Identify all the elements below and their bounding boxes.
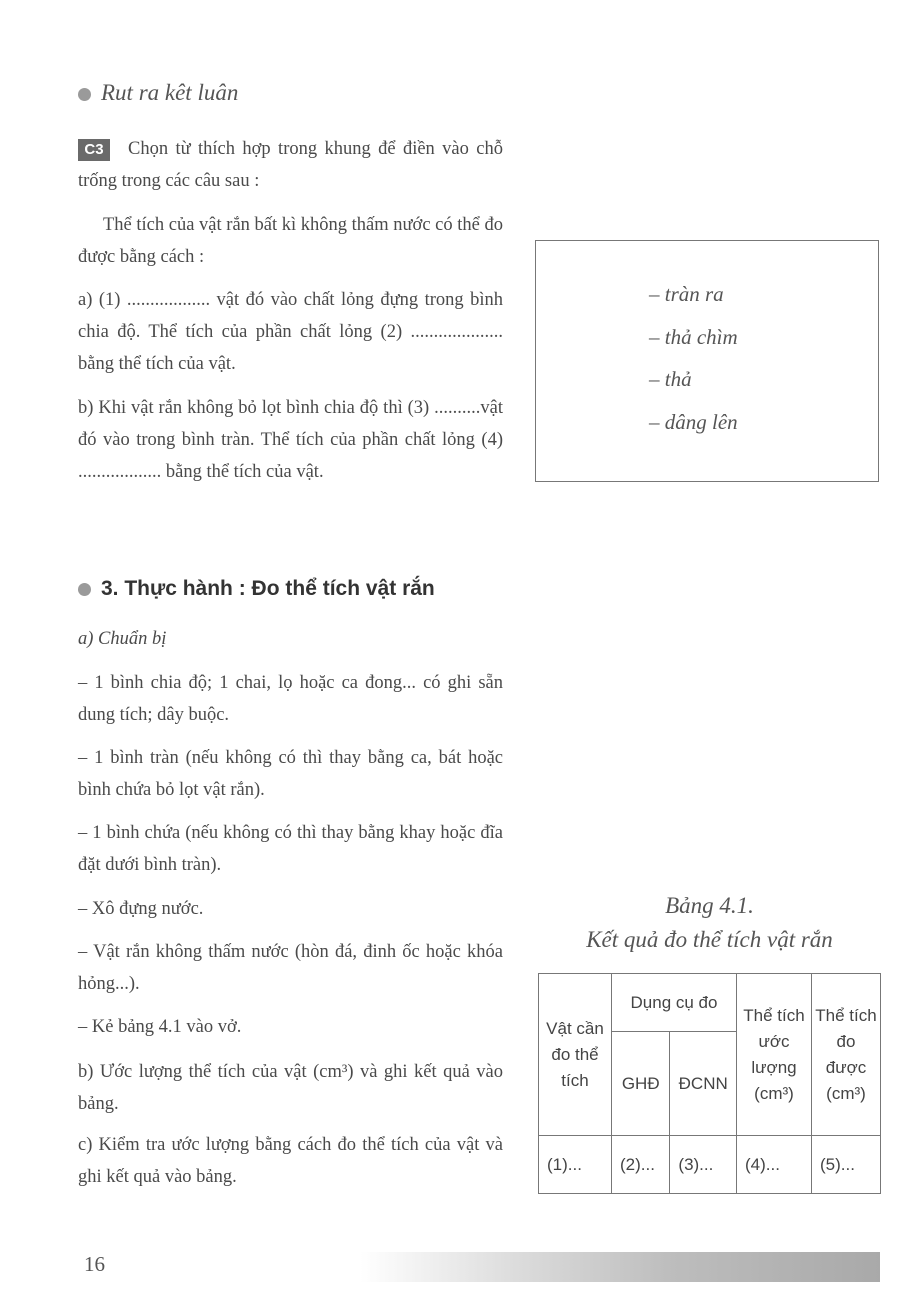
col-dcnn-header: ĐCNN bbox=[670, 1032, 737, 1136]
practice-heading bbox=[78, 577, 435, 601]
col-ghd-header: GHĐ bbox=[612, 1032, 670, 1136]
conclusion-heading-text: Rut ra kêt luân bbox=[101, 80, 239, 105]
bullet-icon bbox=[78, 583, 91, 596]
practice-item: – 1 bình chia độ; 1 chai, lọ hoặc ca đong... có ghi sẵn dung tích; dây buộc. bbox=[78, 673, 503, 725]
table-cell: (1)... bbox=[539, 1136, 612, 1194]
table-cell: (3)... bbox=[670, 1136, 737, 1194]
practice-item: – 1 bình tràn (nếu không có thì thay bằng ca, bát hoặc bình chứa bỏ lọt vật rắn). bbox=[78, 748, 503, 800]
practice-item: – 1 bình chứa (nếu không có thì thay bằng khay hoặc đĩa đặt dưới bình tràn). bbox=[78, 823, 503, 875]
practice-item: c) Kiểm tra ước lượng bằng cách đo thể tích của vật và ghi kết quả vào bảng. bbox=[78, 1135, 503, 1187]
practice-item: – Vật rắn không thấm nước (hòn đá, đinh ốc hoặc khóa hỏng...). bbox=[78, 942, 503, 994]
bullet-icon bbox=[78, 88, 91, 101]
practice-heading-text: 3. Thực hành : Đo thể tích vật rắn bbox=[101, 577, 435, 600]
c3-instruction: Chọn từ thích hợp trong khung để điền vào chỗ trống trong các câu sau : bbox=[78, 139, 503, 191]
word-option: – tràn ra bbox=[649, 282, 724, 306]
c3-item-b: b) Khi vật rắn không bỏ lọt bình chia độ thì (3) ..........vật đó vào trong bình tràn. Thể tích của phần chất lỏng (4) .................. bằng thể tích của vật. bbox=[78, 398, 503, 482]
table-caption-number: Bảng 4.1. bbox=[665, 893, 754, 918]
table-cell: (2)... bbox=[612, 1136, 670, 1194]
table-caption-title: Kết quả đo thể tích vật rắn bbox=[586, 927, 833, 952]
practice-sub-a: a) Chuẩn bị bbox=[78, 629, 167, 649]
c3-item-a: a) (1) .................. vật đó vào chất lỏng đựng trong bình chia độ. Thể tích của phần chất lỏng (2) .................... bằng thể tích của vật. bbox=[78, 290, 503, 374]
c3-badge: C3 bbox=[78, 139, 110, 161]
practice-item: b) Ước lượng thể tích của vật (cm³) và ghi kết quả vào bảng. bbox=[78, 1062, 503, 1114]
c3-intro: Thể tích của vật rắn bất kì không thấm nước có thể đo được bằng cách : bbox=[78, 215, 503, 267]
results-table bbox=[538, 973, 881, 1194]
table-cell: (4)... bbox=[737, 1136, 812, 1194]
word-option: – thả chìm bbox=[649, 325, 738, 349]
word-box bbox=[535, 240, 879, 482]
practice-item: – Kẻ bảng 4.1 vào vở. bbox=[78, 1017, 242, 1037]
col-measured-header: Thể tích đo được (cm³) bbox=[812, 974, 881, 1136]
word-option: – thả bbox=[649, 367, 692, 391]
conclusion-heading bbox=[78, 80, 238, 106]
page-number: 16 bbox=[84, 1252, 105, 1276]
col-object-header: Vật cần đo thể tích bbox=[539, 974, 612, 1136]
col-estimated-header: Thể tích ước lượng (cm³) bbox=[737, 974, 812, 1136]
word-option: – dâng lên bbox=[649, 410, 738, 434]
table-cell: (5)... bbox=[812, 1136, 881, 1194]
footer-decoration bbox=[360, 1252, 880, 1282]
table-row bbox=[539, 1136, 881, 1194]
col-tools-header: Dụng cụ đo bbox=[612, 974, 737, 1032]
practice-item: – Xô đựng nước. bbox=[78, 899, 204, 919]
